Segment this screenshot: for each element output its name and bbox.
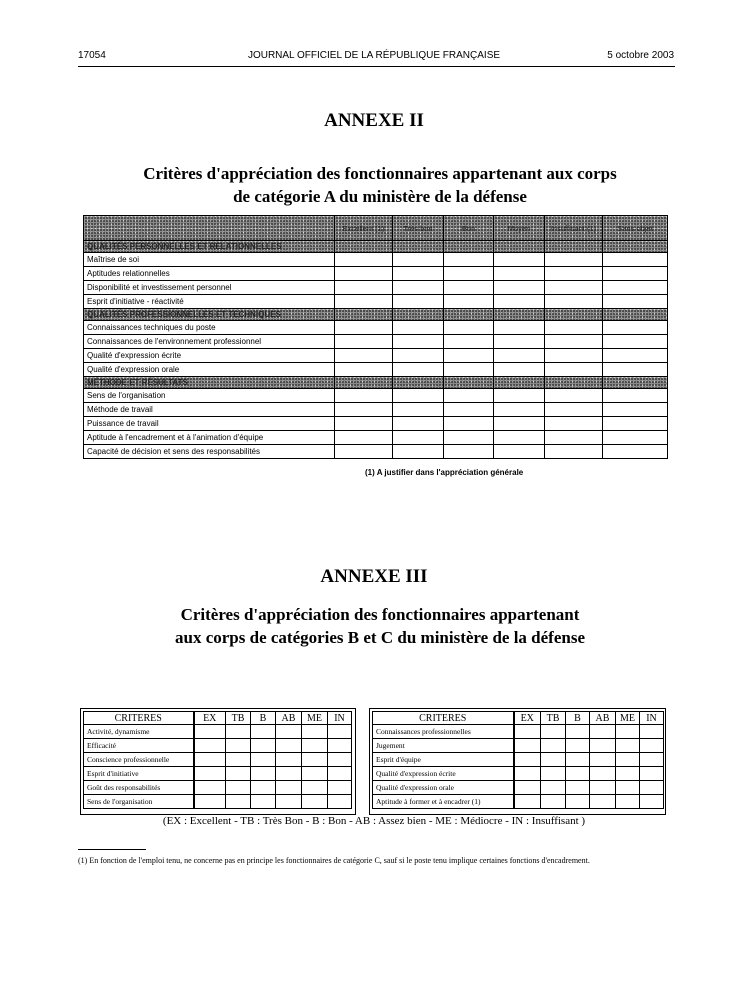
annex3-grade-header: IN (640, 712, 664, 725)
annex2-rating-cell[interactable] (393, 431, 444, 445)
annex2-rating-cell[interactable] (444, 321, 494, 335)
annex2-rating-cell[interactable] (444, 267, 494, 281)
annex3-criterion-label: Sens de l'organisation (84, 795, 194, 809)
annex2-section-cell (494, 377, 545, 389)
annex3-grade-cell[interactable] (302, 781, 328, 795)
annex3-grade-cell[interactable] (640, 753, 664, 767)
annex2-rating-cell[interactable] (444, 431, 494, 445)
annex3-criterion-row (373, 767, 664, 781)
annex3-grade-cell[interactable] (541, 725, 566, 739)
annex2-section-row (84, 309, 668, 321)
annex2-rating-cell[interactable] (444, 349, 494, 363)
annex3-grade-cell[interactable] (590, 725, 616, 739)
annex3-grade-header: ME (302, 712, 328, 725)
annex2-criterion-label: Aptitude à l'encadrement et à l'animation d'équipe (84, 431, 335, 445)
annex2-criterion-label: Connaissances de l'environnement professionnel (84, 335, 335, 349)
annex2-rating-cell[interactable] (335, 431, 393, 445)
annex3-criterion-label: Aptitude à former et à encadrer (1) (373, 795, 514, 809)
annex3-grade-cell[interactable] (640, 739, 664, 753)
annex2-criterion-label: Connaissances techniques du poste (84, 321, 335, 335)
annex2-rating-cell[interactable] (545, 253, 603, 267)
annex2-rating-cell[interactable] (335, 389, 393, 403)
annex2-section-cell (444, 377, 494, 389)
annex3-grade-cell[interactable] (276, 795, 302, 809)
annex2-criterion-label: Disponibilité et investissement personnel (84, 281, 335, 295)
annex3-grade-cell[interactable] (328, 725, 352, 739)
annex2-criterion-row (84, 321, 668, 335)
annex2-criterion-row (84, 267, 668, 281)
annex2-rating-cell[interactable] (393, 445, 444, 459)
header-rule (78, 66, 675, 67)
annex3-grade-header: AB (276, 712, 302, 725)
publication-date: 5 octobre 2003 (607, 50, 674, 61)
annex2-rating-cell[interactable] (603, 445, 668, 459)
annex2-rating-cell[interactable] (603, 267, 668, 281)
annex2-section-cell (393, 377, 444, 389)
annex3-grade-cell[interactable] (616, 795, 640, 809)
annex2-rating-cell[interactable] (494, 349, 545, 363)
annex3-grade-cell[interactable] (566, 781, 590, 795)
annex3-legend: (EX : Excellent - TB : Très Bon - B : Bon - AB : Assez bien - ME : Médiocre - IN : Insuffisant ) (162, 815, 586, 827)
annex2-criterion-row (84, 281, 668, 295)
annex3-grade-header: EX (194, 712, 226, 725)
annex2-criterion-label: Esprit d'initiative - réactivité (84, 295, 335, 309)
annex2-rating-cell[interactable] (494, 267, 545, 281)
annex3-grade-cell[interactable] (514, 795, 541, 809)
annex2-rating-cell[interactable] (494, 253, 545, 267)
annex2-column-header: Moyen (494, 216, 545, 241)
annex2-column-header: Bon (444, 216, 494, 241)
annex3-grade-cell[interactable] (566, 739, 590, 753)
annex3-grade-cell[interactable] (566, 753, 590, 767)
annex2-section-cell (603, 241, 668, 253)
annex3-grade-cell[interactable] (226, 795, 251, 809)
annex2-criterion-row (84, 363, 668, 377)
annex2-section-cell (603, 309, 668, 321)
annex2-rating-cell[interactable] (393, 267, 444, 281)
annex3-subtitle-line2: aux corps de catégories B et C du ministère de la défense (175, 628, 585, 647)
annex3-grade-cell[interactable] (590, 753, 616, 767)
annex2-section-cell (335, 309, 393, 321)
annex2-section-cell (494, 241, 545, 253)
annex3-right-table (372, 711, 664, 809)
annex2-section-cell (444, 241, 494, 253)
annex2-rating-cell[interactable] (335, 349, 393, 363)
annex2-rating-cell[interactable] (494, 389, 545, 403)
annex3-grade-cell[interactable] (302, 767, 328, 781)
annex3-grade-cell[interactable] (251, 781, 276, 795)
annex2-rating-cell[interactable] (444, 281, 494, 295)
annex2-rating-cell[interactable] (545, 417, 603, 431)
annex2-criterion-label: Méthode de travail (84, 403, 335, 417)
annex2-criterion-row (84, 389, 668, 403)
annex2-rating-cell[interactable] (545, 335, 603, 349)
annex2-rating-cell[interactable] (444, 335, 494, 349)
annex3-grade-cell[interactable] (302, 795, 328, 809)
annex3-title: ANNEXE III (320, 566, 428, 587)
annex2-rating-cell[interactable] (494, 295, 545, 309)
annex3-criterion-label: Efficacité (84, 739, 194, 753)
annex3-grade-cell[interactable] (616, 725, 640, 739)
annex3-grade-cell[interactable] (541, 781, 566, 795)
annex3-criterion-label: Jugement (373, 739, 514, 753)
annex2-section-cell (545, 377, 603, 389)
annex2-rating-cell[interactable] (494, 431, 545, 445)
annex2-rating-cell[interactable] (545, 281, 603, 295)
annex2-rating-cell[interactable] (545, 267, 603, 281)
annex2-rating-cell[interactable] (335, 335, 393, 349)
annex3-criterion-label: Esprit d'initiative (84, 767, 194, 781)
footnote-rule (78, 849, 146, 850)
journal-title: JOURNAL OFFICIEL DE LA RÉPUBLIQUE FRANÇAISE (247, 50, 501, 61)
annex2-rating-cell[interactable] (603, 335, 668, 349)
annex3-criteria-header: CRITERES (84, 712, 194, 725)
annex3-grade-header: B (566, 712, 590, 725)
annex2-rating-cell[interactable] (494, 403, 545, 417)
annex2-rating-cell[interactable] (545, 321, 603, 335)
annex3-grade-cell[interactable] (276, 767, 302, 781)
annex2-rating-cell[interactable] (494, 417, 545, 431)
annex3-grade-cell[interactable] (276, 753, 302, 767)
annex2-rating-cell[interactable] (545, 403, 603, 417)
annex2-table (83, 215, 668, 459)
annex2-rating-cell[interactable] (444, 445, 494, 459)
annex2-section-cell (335, 377, 393, 389)
annex3-grade-cell[interactable] (590, 781, 616, 795)
annex3-grade-cell[interactable] (226, 753, 251, 767)
annex3-grade-cell[interactable] (251, 725, 276, 739)
annex2-rating-cell[interactable] (545, 295, 603, 309)
annex2-column-header: Excellent (1) (335, 216, 393, 241)
annex2-criterion-label: Maîtrise de soi (84, 253, 335, 267)
annex3-grade-cell[interactable] (194, 753, 226, 767)
annex3-left-table (83, 711, 352, 809)
annex3-grade-cell[interactable] (640, 795, 664, 809)
annex3-grade-cell[interactable] (616, 767, 640, 781)
annex3-criterion-label: Conscience professionnelle (84, 753, 194, 767)
annex2-rating-cell[interactable] (393, 295, 444, 309)
annex3-grade-cell[interactable] (194, 795, 226, 809)
annex2-rating-cell[interactable] (393, 321, 444, 335)
annex2-section-cell (494, 309, 545, 321)
annex3-grade-cell[interactable] (251, 739, 276, 753)
annex3-criterion-row (84, 795, 352, 809)
annex2-rating-cell[interactable] (603, 281, 668, 295)
annex2-criterion-label: Capacité de décision et sens des responsabilités (84, 445, 335, 459)
annex2-rating-cell[interactable] (494, 281, 545, 295)
annex2-rating-cell[interactable] (335, 267, 393, 281)
annex2-rating-cell[interactable] (444, 417, 494, 431)
footnote: (1) En fonction de l'emploi tenu, ne concerne pas en principe les fonctionnaires de catégorie C, sauf si le poste tenu implique certaines fonctions d'encadrement. (78, 856, 590, 865)
annex2-rating-cell[interactable] (545, 431, 603, 445)
annex2-header-row (84, 216, 668, 241)
page-number: 17054 (78, 50, 106, 61)
annex3-grade-cell[interactable] (514, 725, 541, 739)
annex2-rating-cell[interactable] (335, 295, 393, 309)
annex3-criterion-label: Qualité d'expression écrite (373, 767, 514, 781)
annex2-header-blank (84, 216, 335, 241)
annex2-rating-cell[interactable] (335, 321, 393, 335)
annex2-rating-cell[interactable] (444, 403, 494, 417)
annex3-criterion-label: Goût des responsabilités (84, 781, 194, 795)
annex3-grade-cell[interactable] (566, 767, 590, 781)
annex3-grade-cell[interactable] (640, 767, 664, 781)
annex2-section-cell (393, 241, 444, 253)
annex2-column-header: Insuffisant (1) (545, 216, 603, 241)
annex2-rating-cell[interactable] (335, 403, 393, 417)
annex2-rating-cell[interactable] (393, 389, 444, 403)
annex2-rating-cell[interactable] (393, 417, 444, 431)
annex3-criterion-label: Esprit d'équipe (373, 753, 514, 767)
annex3-grade-cell[interactable] (541, 739, 566, 753)
annex2-rating-cell[interactable] (335, 417, 393, 431)
annex3-grade-cell[interactable] (251, 767, 276, 781)
annex2-rating-cell[interactable] (603, 417, 668, 431)
annex3-criterion-row (373, 725, 664, 739)
annex2-criterion-row (84, 445, 668, 459)
annex3-grade-cell[interactable] (302, 753, 328, 767)
annex2-criterion-label: Puissance de travail (84, 417, 335, 431)
annex3-criterion-label: Qualité d'expression orale (373, 781, 514, 795)
annex3-grade-cell[interactable] (251, 753, 276, 767)
annex2-rating-cell[interactable] (545, 349, 603, 363)
annex3-criterion-row (84, 753, 352, 767)
annex3-criterion-row (84, 725, 352, 739)
annex2-section-row (84, 377, 668, 389)
annex2-rating-cell[interactable] (393, 253, 444, 267)
annex2-note: (1) A justifier dans l'appréciation générale (365, 468, 524, 477)
annex3-grade-cell[interactable] (590, 795, 616, 809)
annex2-criterion-row (84, 295, 668, 309)
annex3-grade-header: EX (514, 712, 541, 725)
annex3-grade-cell[interactable] (226, 781, 251, 795)
annex3-grade-cell[interactable] (194, 781, 226, 795)
annex3-criterion-row (373, 739, 664, 753)
annex3-grade-cell[interactable] (276, 739, 302, 753)
annex2-rating-cell[interactable] (335, 281, 393, 295)
annex3-grade-cell[interactable] (590, 739, 616, 753)
annex3-grade-cell[interactable] (251, 795, 276, 809)
annex2-rating-cell[interactable] (335, 253, 393, 267)
annex2-rating-cell[interactable] (444, 363, 494, 377)
annex2-criterion-row (84, 335, 668, 349)
annex3-grade-cell[interactable] (328, 753, 352, 767)
annex3-criterion-row (373, 753, 664, 767)
annex2-rating-cell[interactable] (603, 431, 668, 445)
annex3-grade-header: B (251, 712, 276, 725)
annex2-section-cell (545, 309, 603, 321)
annex2-rating-cell[interactable] (603, 363, 668, 377)
annex3-grade-header: TB (541, 712, 566, 725)
annex3-grade-cell[interactable] (616, 739, 640, 753)
annex2-title: ANNEXE II (324, 110, 424, 131)
annex2-column-header: Sans objet (603, 216, 668, 241)
annex3-grade-cell[interactable] (514, 753, 541, 767)
annex2-rating-cell[interactable] (335, 445, 393, 459)
annex3-grade-header: AB (590, 712, 616, 725)
annex2-rating-cell[interactable] (545, 445, 603, 459)
annex2-criterion-row (84, 403, 668, 417)
annex2-rating-cell[interactable] (444, 253, 494, 267)
annex3-criterion-label: Activité, dynamisme (84, 725, 194, 739)
annex3-grade-cell[interactable] (328, 767, 352, 781)
annex3-criterion-row (373, 795, 664, 809)
annex2-criterion-row (84, 431, 668, 445)
annex2-rating-cell[interactable] (393, 281, 444, 295)
annex3-grade-cell[interactable] (566, 725, 590, 739)
annex2-rating-cell[interactable] (603, 389, 668, 403)
annex3-grade-cell[interactable] (328, 781, 352, 795)
annex3-criterion-row (84, 767, 352, 781)
annex3-grade-cell[interactable] (514, 781, 541, 795)
annex2-section-cell (335, 241, 393, 253)
annex2-section-cell (444, 309, 494, 321)
annex2-criterion-label: Aptitudes relationnelles (84, 267, 335, 281)
annex2-rating-cell[interactable] (444, 389, 494, 403)
annex3-grade-cell[interactable] (302, 739, 328, 753)
annex2-criterion-label: Qualité d'expression écrite (84, 349, 335, 363)
annex2-section-row (84, 241, 668, 253)
annex3-grade-cell[interactable] (640, 781, 664, 795)
annex2-rating-cell[interactable] (603, 349, 668, 363)
annex3-grade-cell[interactable] (616, 753, 640, 767)
annex3-criterion-label: Connaissances professionnelles (373, 725, 514, 739)
annex2-rating-cell[interactable] (603, 321, 668, 335)
annex3-grade-cell[interactable] (276, 781, 302, 795)
annex2-criterion-row (84, 349, 668, 363)
annex3-grade-cell[interactable] (226, 739, 251, 753)
annex3-header-row (373, 712, 664, 725)
annex3-grade-cell[interactable] (566, 795, 590, 809)
annex2-subtitle-line2: de catégorie A du ministère de la défense (233, 187, 527, 206)
annex3-grade-cell[interactable] (514, 739, 541, 753)
annex3-grade-cell[interactable] (541, 795, 566, 809)
annex2-section-title: MÉTHODE ET RÉSULTATS (84, 377, 335, 389)
annex2-rating-cell[interactable] (545, 363, 603, 377)
annex2-section-title: QUALITÉS PROFESSIONNELLES ET TECHNIQUES (84, 309, 335, 321)
annex3-grade-header: IN (328, 712, 352, 725)
annex2-criterion-row (84, 253, 668, 267)
annex3-grade-cell[interactable] (194, 767, 226, 781)
annex3-criterion-row (84, 739, 352, 753)
annex3-grade-cell[interactable] (328, 739, 352, 753)
annex2-rating-cell[interactable] (393, 335, 444, 349)
annex3-criterion-row (84, 781, 352, 795)
annex3-subtitle-line1: Critères d'appréciation des fonctionnaires appartenant (180, 605, 580, 624)
annex2-rating-cell[interactable] (545, 389, 603, 403)
annex2-criterion-label: Qualité d'expression orale (84, 363, 335, 377)
annex2-criterion-label: Sens de l'organisation (84, 389, 335, 403)
annex3-grade-cell[interactable] (226, 725, 251, 739)
annex3-grade-header: ME (616, 712, 640, 725)
annex2-section-cell (603, 377, 668, 389)
annex2-rating-cell[interactable] (603, 253, 668, 267)
annex3-grade-cell[interactable] (302, 725, 328, 739)
annex2-section-cell (545, 241, 603, 253)
annex2-rating-cell[interactable] (603, 403, 668, 417)
annex2-rating-cell[interactable] (494, 363, 545, 377)
annex3-grade-cell[interactable] (514, 767, 541, 781)
annex2-subtitle-line1: Critères d'appréciation des fonctionnaires appartenant aux corps (143, 164, 617, 183)
annex3-grade-cell[interactable] (541, 767, 566, 781)
annex2-rating-cell[interactable] (335, 363, 393, 377)
annex3-grade-cell[interactable] (616, 781, 640, 795)
annex3-grade-cell[interactable] (194, 725, 226, 739)
annex3-grade-cell[interactable] (590, 767, 616, 781)
annex3-grade-cell[interactable] (640, 725, 664, 739)
annex3-grade-cell[interactable] (276, 725, 302, 739)
annex2-column-header: Très bon (393, 216, 444, 241)
annex2-rating-cell[interactable] (393, 403, 444, 417)
annex2-rating-cell[interactable] (494, 335, 545, 349)
annex3-grade-cell[interactable] (328, 795, 352, 809)
annex2-rating-cell[interactable] (444, 295, 494, 309)
annex2-section-cell (393, 309, 444, 321)
annex2-rating-cell[interactable] (393, 349, 444, 363)
annex2-rating-cell[interactable] (393, 363, 444, 377)
annex2-criterion-row (84, 417, 668, 431)
annex3-criterion-row (373, 781, 664, 795)
annex2-rating-cell[interactable] (494, 321, 545, 335)
annex3-header-row (84, 712, 352, 725)
annex3-grade-cell[interactable] (226, 767, 251, 781)
annex2-rating-cell[interactable] (603, 295, 668, 309)
annex3-criteria-header: CRITERES (373, 712, 514, 725)
annex3-grade-cell[interactable] (194, 739, 226, 753)
annex3-grade-cell[interactable] (541, 753, 566, 767)
annex3-grade-header: TB (226, 712, 251, 725)
annex2-section-title: QUALITÉS PERSONNELLES ET RELATIONNELLES (84, 241, 335, 253)
annex2-rating-cell[interactable] (494, 445, 545, 459)
